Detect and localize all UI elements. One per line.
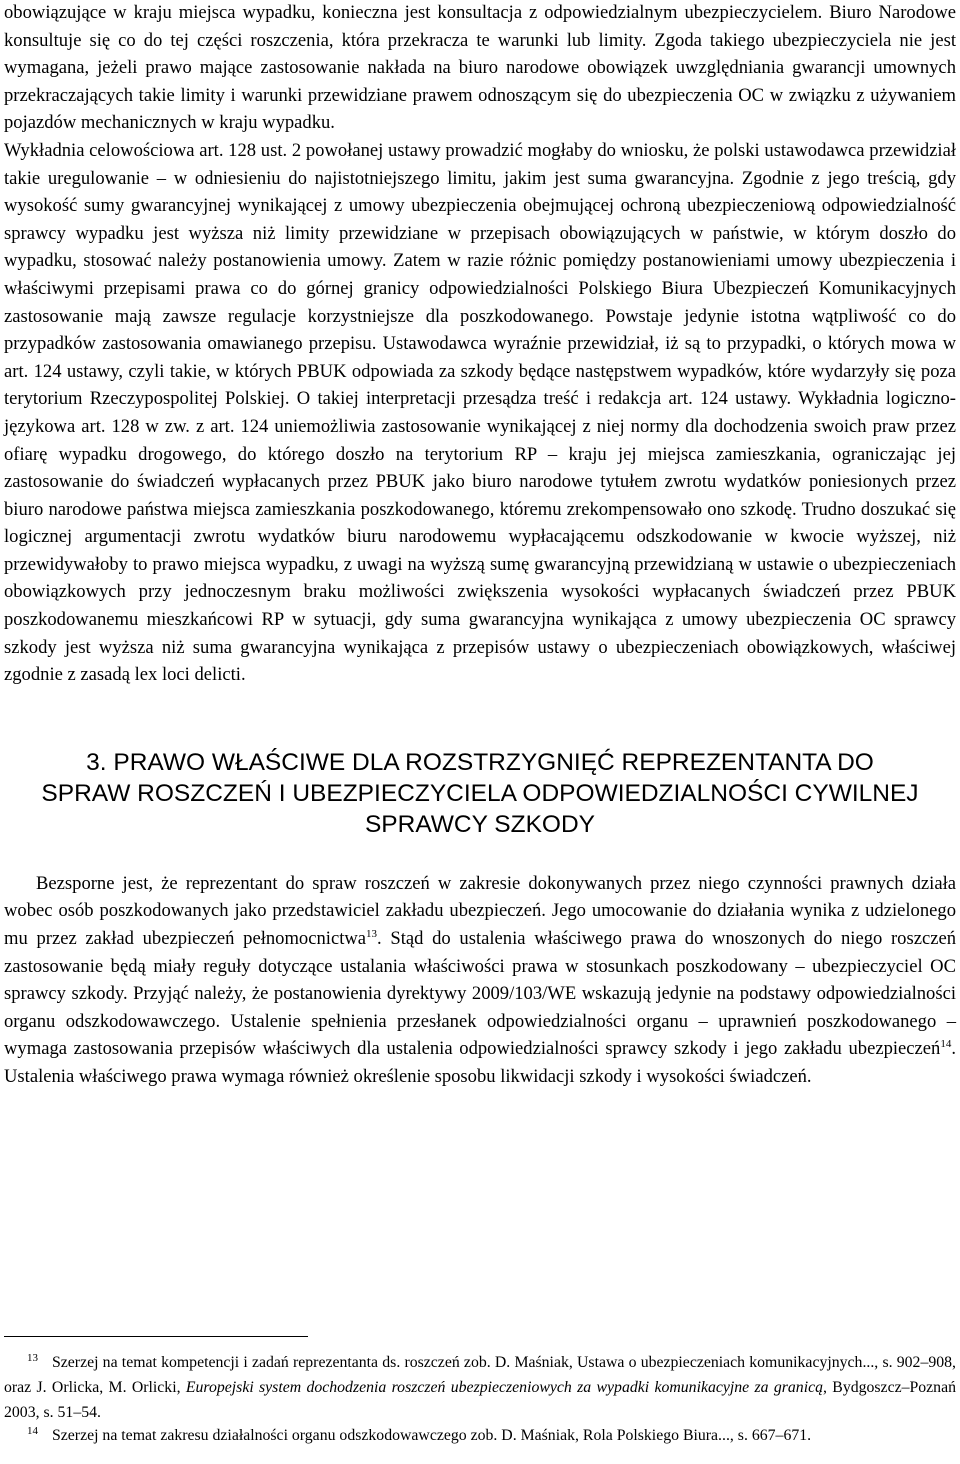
footnote-13: 13 Szerzej na temat kompetencji i zadań reprezentanta ds. roszczeń zob. D. Maśniak, Ustawa o ubezpieczeniach komunikacyjnych..., s. 902–908, oraz J. Orlicka, M. Orlicki, Europejski system dochodzenia roszczeń ubezpieczeniowych za wypadki komunikacyjne za granicą, Bydgoszcz–Poznań 2003, s. 51–54.	[4, 1352, 956, 1421]
footnote-ref-14[interactable]: 14	[940, 1038, 952, 1051]
paragraph-2: Wykładnia celowościowa art. 128 ust. 2 powołanej ustawy prowadzić mogłaby do wniosku, że polski ustawodawca przewidział takie uregulowanie – w odniesieniu do najistotniejszego limitu, jakim jest suma gwarancyjna. Zgodnie z jego treścią, gdy wysokość sumy gwarancyjnej wynikającej z umowy ubezpieczenia obejmującej ochroną ubezpieczeniową odpowiedzialność sprawcy wypadku jest wyższa niż limity przewidziane w przepisach obowiązujących w państwie, w którym doszło do wypadku, stosować należy postanowienia umowy. Zatem w razie różnic pomiędzy postanowieniami umowy ubezpieczenia i właściwymi przepisami prawa co do górnej granicy odpowiedzialności Polskiego Biura Ubezpieczeń Komunikacyjnych zastosowanie mają zawsze regulacje korzystniejsze dla poszkodowanego. Powstaje jedynie istotna wątpliwość co do przypadków zastosowania omawianego przepisu. Ustawodawca wyraźnie przewidział, iż są to przypadki, o których mowa w art. 124 ustawy, czyli takie, w których PBUK odpowiada za szkody będące następstwem wypadków, które wydarzyły się poza terytorium Rzeczypospolitej Polskiej. O takiej interpretacji przesądza treść i redakcja art. 124 ustawy. Wykładnia logiczno-językowa art. 128 w zw. z art. 124 uniemożliwia zastosowanie wynikającej z niej normy dla dochodzenia swoich praw przez ofiarę wypadku drogowego, do którego doszło na terytorium RP – kraju jej miejsca zamieszkania, ograniczając jej zastosowanie do świadczeń wypłacanych przez PBUK jako biuro narodowe tytułem zwrotu wydatków poniesionych przez biuro narodowe państwa miejsca zamieszkania poszkodowanego, któremu zrekompensowało ono szkodę. Trudno doszukać się logicznej argumentacji zwrotu wydatków biuru narodowemu wypłacającemu odszkodowanie w kwocie wyższej, niż przewidywałoby to prawo miejsca wypadku, z uwagi na wyższą sumę gwarancyjną przewidzianą w ustawie o ubezpieczeniach obowiązkowych przy jednoczesnym braku możliwości zwiększenia wysokości wypłacanych świadczeń przez PBUK poszkodowanemu mieszkańcowi RP w sytuacji, gdy suma gwarancyjna wynikająca z umowy ubezpieczenia OC sprawcy szkody jest wyższa niż suma gwarancyjna wynikająca z przepisów ustawy o ubezpieczeniach obowiązkowych, właściwej zgodnie z zasadą lex loci delicti.	[4, 139, 956, 686]
footnote-ref-13[interactable]: 13	[366, 927, 378, 940]
paragraph-3	[4, 870, 956, 1091]
footnote-text: , Bydgoszcz–Poznań 2003, s. 51–54.	[4, 1379, 956, 1421]
footnote-separator	[4, 1336, 308, 1337]
section-heading-line-1: 3. PRAWO WŁAŚCIWE DLA ROZSTRZYGNIĘĆ REPREZENTANTA DO	[86, 748, 874, 776]
paragraph-3-text-c: . Ustalenia właściwego prawa wymaga również określenie sposobu likwidacji szkody i wysokości świadczeń.	[4, 1038, 956, 1087]
footnotes	[4, 1350, 956, 1448]
footnote-text: Szerzej na temat zakresu działalności organu odszkodowawczego zob. D. Maśniak, Rola Polskiego Biura..., s. 667–671.	[52, 1427, 812, 1444]
paragraph-1: obowiązujące w kraju miejsca wypadku, konieczna jest konsultacja z odpowiedzialnym ubezpieczycielem. Biuro Narodowe konsultuje się co do tej części roszczenia, która przekracza te warunki lub limity. Zgoda takiego ubezpieczyciela nie jest wymagana, jeżeli prawo mające zastosowanie nakłada na biuro narodowe obowiązek uwzględniania gwarancji umownych przekraczających takie limity i warunki przewidziane prawem odnoszącym się do ubezpieczenia OC w związku z używaniem pojazdów mechanicznych w kraju wypadku.	[4, 2, 956, 134]
paragraph-3-text-b: . Stąd do ustalenia właściwego prawa do wnoszonych do niego roszczeń zastosowanie będą miały reguły dotyczące ustalania właściwości prawa w stosunkach poszkodowany – ubezpieczyciel OC sprawcy szkody. Przyjąć należy, że postanowienia dyrektywy 2009/103/WE wskazują jedynie na podstawy odpowiedzialności organu odszkodowawczego. Ustalenie spełnienia przesłanek odpowiedzialności organu – uprawnień poszkodowanego – wymaga zastosowania przepisów właściwych dla ustalenia odpowiedzialności sprawcy szkody i jego zakładu ubezpieczeń	[4, 928, 957, 1060]
footnote-text: Szerzej na temat kompetencji i zadań reprezentanta ds. roszczeń zob. D. Maśniak, Ustawa o ubezpieczeniach komunikacyjnych..., s. 902–908, oraz J. Orlicka, M. Orlicki,	[4, 1354, 956, 1396]
document-page	[4, 0, 956, 1091]
section-heading-line-2: SPRAW ROSZCZEŃ I UBEZPIECZYCIELA ODPOWIEDZIALNOŚCI CYWILNEJ	[41, 779, 919, 807]
paragraph-3-text-a: Bezsporne jest, że reprezentant do spraw roszczeń w zakresie dokonywanych przez niego czynności prawnych działa wobec osób poszkodowanych jako przedstawiciel zakładu ubezpieczeń. Jego umocowanie do działania wynika z udzielonego mu przez zakład ubezpieczeń pełnomocnictwa	[4, 872, 956, 950]
footnote-title-italic: Europejski system dochodzenia roszczeń ubezpieczeniowych za wypadki komunikacyjne za granicą	[185, 1379, 824, 1396]
section-heading	[4, 747, 956, 840]
footnote-14: 14 Szerzej na temat zakresu działalności organu odszkodowawczego zob. D. Maśniak, Rola Polskiego Biura..., s. 667–671.	[27, 1425, 812, 1444]
section-heading-line-3: SPRAWCY SZKODY	[364, 810, 596, 838]
